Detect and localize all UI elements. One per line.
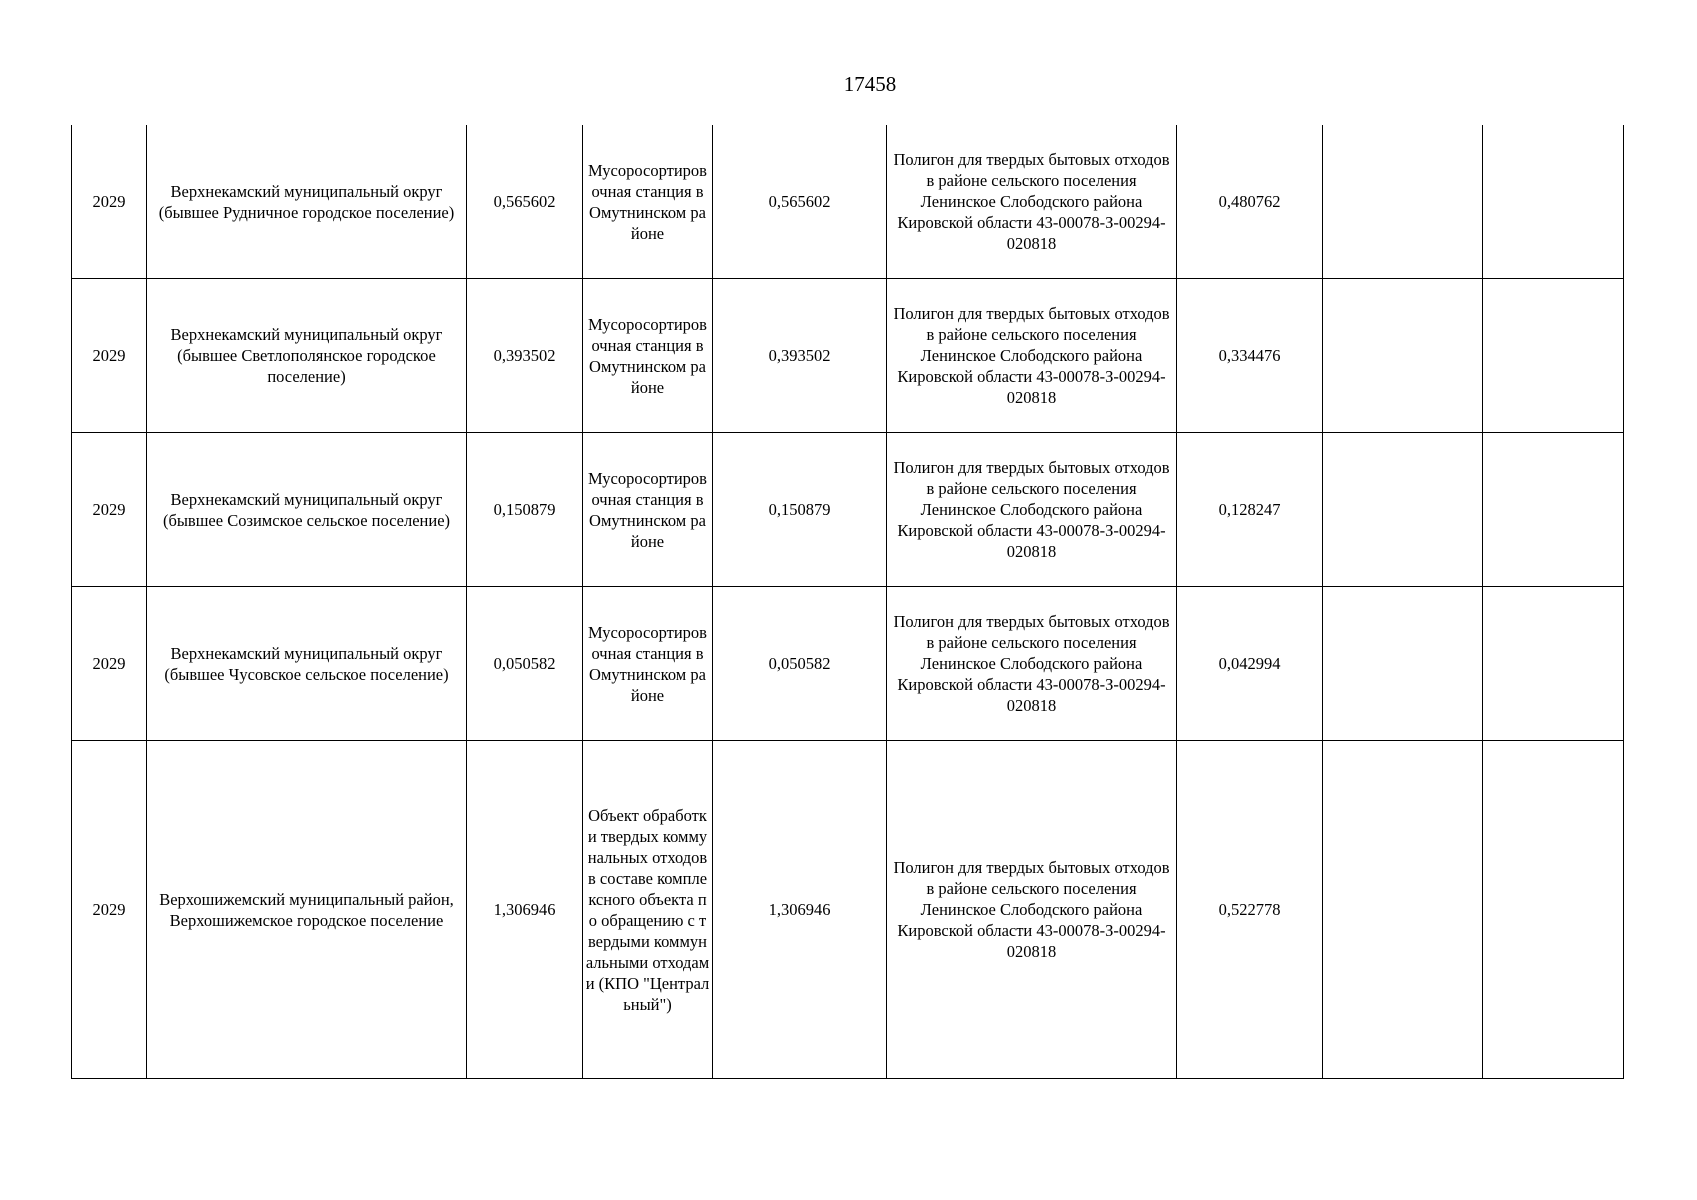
table-row bbox=[72, 433, 1624, 587]
destination-cell: Полигон для твердых бытовых отходов в районе сельского поселения Ленинское Слободского района Кировской области 43-00078-З-00294-020818 bbox=[887, 433, 1177, 587]
year-cell: 2029 bbox=[72, 125, 147, 279]
empty-cell bbox=[1323, 433, 1483, 587]
facility-volume-cell: 1,306946 bbox=[713, 741, 887, 1079]
destination-cell: Полигон для твердых бытовых отходов в районе сельского поселения Ленинское Слободского района Кировской области 43-00078-З-00294-020818 bbox=[887, 279, 1177, 433]
volume-cell: 0,050582 bbox=[467, 587, 583, 741]
table-row bbox=[72, 741, 1624, 1079]
area-cell: Верхнекамский муниципальный округ (бывшее Рудничное городское поселение) bbox=[147, 125, 467, 279]
page-number: 17458 bbox=[843, 72, 897, 96]
facility-cell: Мусоросортировочная станция в Омутнинском районе bbox=[583, 587, 713, 741]
facility-volume-cell: 0,393502 bbox=[713, 279, 887, 433]
table-row bbox=[72, 587, 1624, 741]
empty-cell bbox=[1323, 125, 1483, 279]
waste-flow-table bbox=[71, 125, 1624, 1079]
destination-volume-cell: 0,480762 bbox=[1177, 125, 1323, 279]
empty-cell bbox=[1483, 279, 1624, 433]
facility-cell: Объект обработки твердых коммунальных отходов в составе комплексного объекта по обращению с твердыми коммунальными отходами (КПО "Центральный") bbox=[583, 741, 713, 1079]
facility-volume-cell: 0,565602 bbox=[713, 125, 887, 279]
empty-cell bbox=[1323, 279, 1483, 433]
empty-cell bbox=[1483, 125, 1624, 279]
area-cell: Верхнекамский муниципальный округ (бывшее Светлополянское городское поселение) bbox=[147, 279, 467, 433]
empty-cell bbox=[1323, 587, 1483, 741]
table-row bbox=[72, 125, 1624, 279]
volume-cell: 0,393502 bbox=[467, 279, 583, 433]
area-cell: Верхнекамский муниципальный округ (бывшее Чусовское сельское поселение) bbox=[147, 587, 467, 741]
area-cell: Верхошижемский муниципальный район, Верхошижемское городское поселение bbox=[147, 741, 467, 1079]
year-cell: 2029 bbox=[72, 741, 147, 1079]
facility-volume-cell: 0,050582 bbox=[713, 587, 887, 741]
year-cell: 2029 bbox=[72, 279, 147, 433]
area-cell: Верхнекамский муниципальный округ (бывшее Созимское сельское поселение) bbox=[147, 433, 467, 587]
table-row bbox=[72, 279, 1624, 433]
destination-volume-cell: 0,334476 bbox=[1177, 279, 1323, 433]
year-cell: 2029 bbox=[72, 433, 147, 587]
volume-cell: 0,150879 bbox=[467, 433, 583, 587]
volume-cell: 1,306946 bbox=[467, 741, 583, 1079]
facility-volume-cell: 0,150879 bbox=[713, 433, 887, 587]
facility-cell: Мусоросортировочная станция в Омутнинском районе bbox=[583, 279, 713, 433]
facility-cell: Мусоросортировочная станция в Омутнинском районе bbox=[583, 433, 713, 587]
destination-cell: Полигон для твердых бытовых отходов в районе сельского поселения Ленинское Слободского района Кировской области 43-00078-З-00294-020818 bbox=[887, 125, 1177, 279]
empty-cell bbox=[1483, 433, 1624, 587]
empty-cell bbox=[1323, 741, 1483, 1079]
destination-volume-cell: 0,042994 bbox=[1177, 587, 1323, 741]
facility-cell: Мусоросортировочная станция в Омутнинском районе bbox=[583, 125, 713, 279]
destination-volume-cell: 0,128247 bbox=[1177, 433, 1323, 587]
year-cell: 2029 bbox=[72, 587, 147, 741]
destination-cell: Полигон для твердых бытовых отходов в районе сельского поселения Ленинское Слободского района Кировской области 43-00078-З-00294-020818 bbox=[887, 741, 1177, 1079]
empty-cell bbox=[1483, 741, 1624, 1079]
destination-volume-cell: 0,522778 bbox=[1177, 741, 1323, 1079]
volume-cell: 0,565602 bbox=[467, 125, 583, 279]
destination-cell: Полигон для твердых бытовых отходов в районе сельского поселения Ленинское Слободского района Кировской области 43-00078-З-00294-020818 bbox=[887, 587, 1177, 741]
empty-cell bbox=[1483, 587, 1624, 741]
